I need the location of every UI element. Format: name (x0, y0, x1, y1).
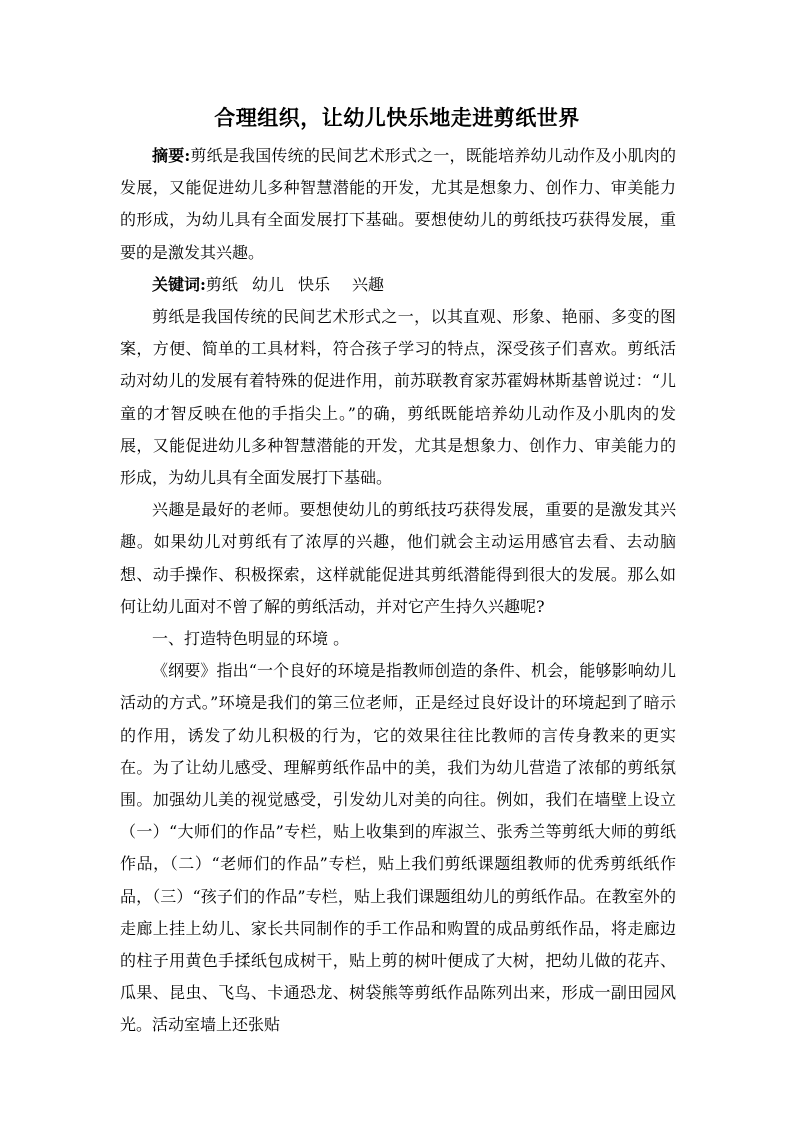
body-paragraph: 《纲要》指出“一个良好的环境是指教师创造的条件、机会，能够影响幼儿活动的方式。”环境是我们的第三位老师，正是经过良好设计的环境起到了暗示的作用，诱发了幼儿积极的行为，它的效果往往比教师的言传身教来的更实在。为了让幼儿感受、理解剪纸作品中的美，我们为幼儿营造了浓郁的剪纸氛围。加强幼儿美的视觉感受，引发幼儿对美的向往。例如，我们在墙壁上设立（一）“大师们的作品”专栏，贴上收集到的库淑兰、张秀兰等剪纸大师的剪纸作品，（二）“老师们的作品”专栏，贴上我们剪纸课题组教师的优秀剪纸纸作品，（三）“孩子们的作品”专栏，贴上我们课题组幼儿的剪纸作品。在教室外的走廊上挂上幼儿、家长共同制作的手工作品和购置的成品剪纸作品，将走廊边的柱子用黄色手揉纸包成树干，贴上剪的树叶便成了大树，把幼儿做的花卉、瓜果、昆虫、飞鸟、卡通恐龙、树袋熊等剪纸作品陈列出来，形成一副田园风光。活动室墙上还张贴 (120, 661, 676, 1035)
abstract-paragraph (120, 140, 676, 269)
document-title: 合理组织，让幼儿快乐地走进剪纸世界 (214, 105, 580, 130)
keywords-label: 关键词: (152, 274, 206, 294)
keyword-item: 剪纸 (205, 274, 238, 294)
document-body (120, 140, 676, 1042)
abstract-label: 摘要: (152, 146, 191, 165)
body-paragraph: 兴趣是最好的老师。要想使幼儿的剪纸技巧获得发展，重要的是激发其兴趣。如果幼儿对剪纸有了浓厚的兴趣，他们就会主动运用感官去看、去动脑想、动手操作、积极探索，这样就能促进其剪纸潜能得到很大的发展。那么如何让幼儿面对不曾了解的剪纸活动，并对它产生持久兴趣呢? (120, 500, 676, 616)
keyword-item: 兴趣 (351, 274, 384, 294)
keywords-paragraph (120, 269, 676, 301)
section-heading: 一、打造特色明显的环境 。 (152, 629, 350, 649)
keyword-item: 幼儿 (251, 274, 284, 294)
abstract-text: 剪纸是我国传统的民间艺术形式之一，既能培养幼儿动作及小肌肉的发展，又能促进幼儿多种智慧潜能的开发，尤其是想象力、创作力、审美能力的形成，为幼儿具有全面发展打下基础。要想使幼儿的剪纸技巧获得发展，重要的是激发其兴趣。 (120, 146, 676, 262)
keyword-item: 快乐 (297, 274, 330, 294)
body-paragraph: 剪纸是我国传统的民间艺术形式之一，以其直观、形象、艳丽、多变的图案，方便、简单的工具材料，符合孩子学习的特点，深受孩子们喜欢。剪纸活动对幼儿的发展有着特殊的促进作用，前苏联教育家苏霍姆林斯基曾说过：“儿童的才智反映在他的手指尖上。”的确，剪纸既能培养幼儿动作及小肌肉的发展，又能促进幼儿多种智慧潜能的开发，尤其是想象力、创作力、审美能力的形成，为幼儿具有全面发展打下基础。 (120, 307, 676, 488)
